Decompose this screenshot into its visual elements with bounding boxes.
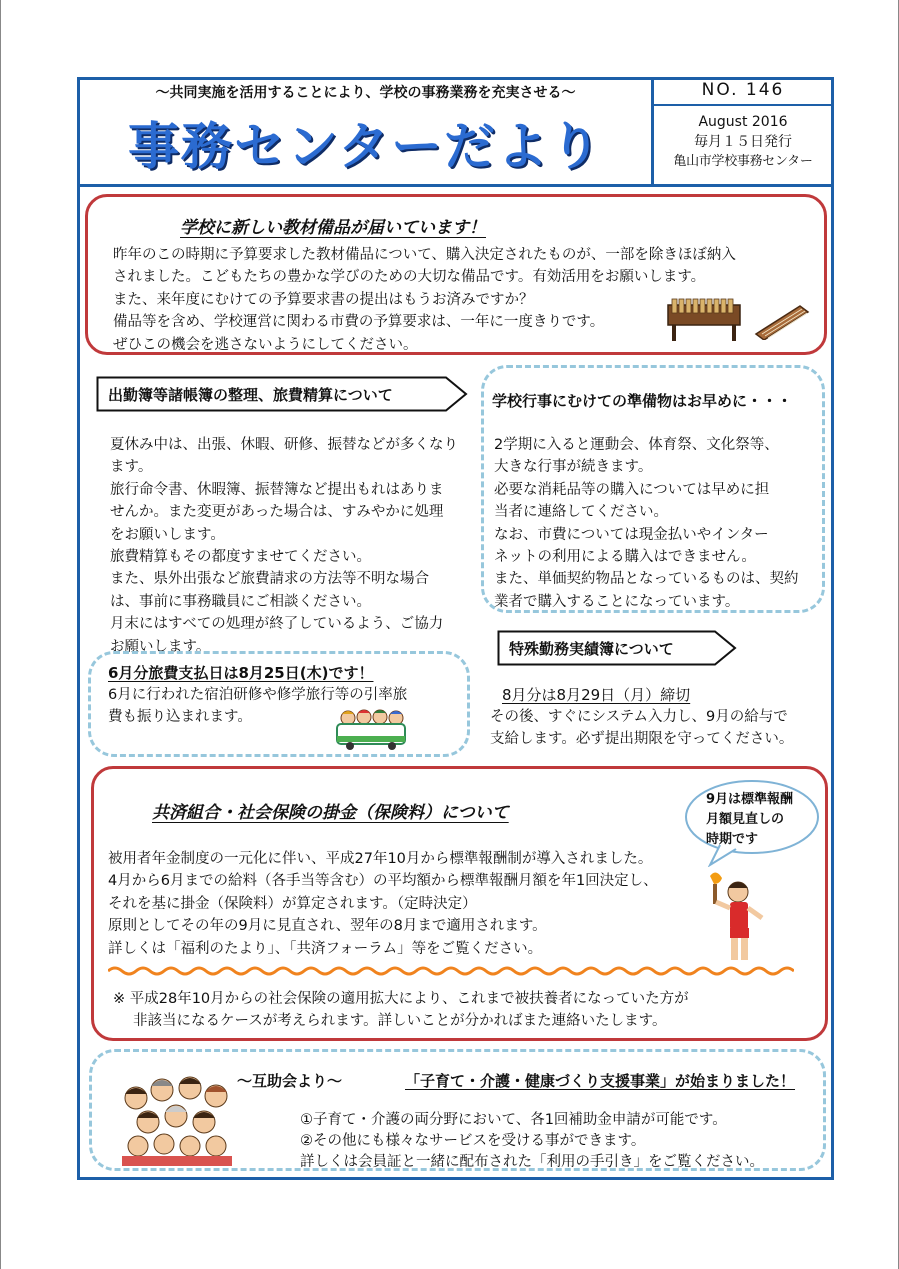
page-edge-left <box>0 0 1 1269</box>
issue-number-divider <box>651 104 834 106</box>
crowd-illustration <box>118 1074 236 1166</box>
text-line: 業者で購入することになっています。 <box>494 593 740 610</box>
issue-schedule: 毎月１５日発行 <box>694 134 792 150</box>
text-line: 大きな行事が続きます。 <box>494 459 653 476</box>
text-line: 支給します。必ず提出期限を守ってください。 <box>490 731 794 748</box>
bubble-line: 時期です <box>706 832 759 847</box>
text-line: ぜひこの機会を逃さないようにしてください。 <box>113 336 418 353</box>
text-line: また、来年度にむけての予算要求書の提出はもうお済みですか？ <box>113 291 534 308</box>
special-duty-label <box>497 630 737 666</box>
issue-date: August 2016 <box>698 114 788 130</box>
text-line: 月末にはすべての処理が終了しているよう、ご協力 <box>110 616 444 633</box>
speech-bubble-text <box>706 790 793 850</box>
text-line: 詳しくは「福利のたより」、「共済フォーラム」等をご覧ください。 <box>108 940 543 957</box>
equipment-heading: 学校に新しい教材備品が届いています！ <box>180 218 486 238</box>
equipment-text <box>113 244 736 356</box>
header-divider <box>77 184 834 187</box>
text-line: ①子育て・介護の両分野において、各1回補助金申請が可能です。 <box>300 1112 727 1128</box>
insurance-note <box>113 988 689 1033</box>
text-line: 費も振り込まれます。 <box>108 709 252 726</box>
insurance-heading: 共済組合・社会保険の掛金（保険料）について <box>152 803 509 823</box>
header-vertical-divider <box>651 77 654 186</box>
torch-runner-illustration <box>700 870 770 968</box>
text-line: 必要な消耗品等の購入については早めに担 <box>494 481 770 498</box>
special-duty-deadline: 8月分は8月29日（月）締切 <box>502 686 691 704</box>
bubble-line: 月額見直しの <box>706 812 785 827</box>
text-line: お願いします。 <box>110 638 211 655</box>
xylophone-illustration <box>664 295 744 343</box>
text-line: ます。 <box>110 459 153 476</box>
attendance-label <box>96 376 468 412</box>
bubble-line: 9月は標準報酬 <box>706 792 794 807</box>
mutual-aid-text <box>300 1110 764 1173</box>
attendance-label-text: 出勤簿等諸帳簿の整理、旅費精算について <box>108 386 393 404</box>
issue-info <box>655 112 831 172</box>
text-line: は、事前に事務職員にご相談ください。 <box>110 593 371 610</box>
attendance-text <box>110 434 458 658</box>
koto-illustration <box>752 300 812 340</box>
text-line: されました。こどもたちの豊かな学びのための大切な備品です。有効活用をお願いします。 <box>113 269 706 286</box>
text-line: 旅費精算もその都度すませてください。 <box>110 549 371 566</box>
text-line: 当者に連絡してください。 <box>494 504 668 521</box>
issue-number: NO. 146 <box>701 80 785 100</box>
events-text <box>494 434 799 613</box>
travel-pay-heading: 6月分旅費支払日は8月25日(木)です！ <box>108 664 374 682</box>
text-line: をお願いします。 <box>110 526 225 543</box>
text-line: 旅行命令書、休暇簿、振替簿など提出もれはありま <box>110 481 444 498</box>
text-line: それを基に掛金（保険料）が算定されます。（定時決定） <box>108 895 477 912</box>
text-line: 被用者年金制度の一元化に伴い、平成27年10月から標準報酬制が導入されました。 <box>108 851 653 867</box>
text-line: 詳しくは会員証と一緒に配布された「利用の手引き」をご覧ください。 <box>300 1154 764 1170</box>
insurance-text <box>108 848 658 960</box>
issue-publisher: 亀山市学校事務センター <box>673 154 813 169</box>
text-line: 原則としてその年の9月に見直され、翌年の8月まで適用されます。 <box>108 918 547 935</box>
text-line: また、単価契約物品となっているものは、契約 <box>494 571 799 588</box>
newsletter-subtitle: ～共同実施を活用することにより、学校の事務業務を充実させる～ <box>155 85 576 101</box>
text-line: その後、すぐにシステム入力し、9月の給与で <box>490 709 788 725</box>
wave-divider <box>108 964 794 978</box>
text-line: 2学期に入ると運動会、体育祭、文化祭等、 <box>494 437 779 453</box>
text-line: 4月から6月までの給料（各手当等含む）の平均額から標準報酬月額を年1回決定し、 <box>108 873 658 890</box>
text-line: 備品等を含め、学校運営に関わる市費の予算要求は、一年に一度きりです。 <box>113 314 605 331</box>
text-line: なお、市費については現金払いやインター <box>494 526 769 543</box>
mutual-aid-heading: 「子育て・介護・健康づくり支援事業」が始まりました！ <box>405 1072 796 1090</box>
text-line: ※ 平成28年10月からの社会保険の適用拡大により、これまで被扶養者になっていた方が <box>113 991 689 1007</box>
text-line: ②その他にも様々なサービスを受ける事ができます。 <box>300 1133 646 1149</box>
text-line: せんか。また変更があった場合は、すみやかに処理 <box>110 504 444 521</box>
text-line: 夏休み中は、出張、休暇、研修、振替などが多くなり <box>110 437 458 453</box>
mutual-aid-source: ～互助会より～ <box>237 1072 343 1090</box>
newsletter-title: 事務センターだより <box>128 118 603 177</box>
special-duty-label-text: 特殊勤務実績簿について <box>509 640 674 658</box>
events-heading: 学校行事にむけての準備物はお早めに・・・ <box>492 392 793 410</box>
text-line: ネットの利用による購入はできません。 <box>494 549 756 566</box>
text-line: 6月に行われた宿泊研修や修学旅行等の引率旅 <box>108 687 408 703</box>
special-duty-text <box>490 706 793 751</box>
text-line: 非該当になるケースが考えられます。詳しいことが分かればまた連絡いたします。 <box>133 1013 667 1030</box>
text-line: 昨年のこの時期に予算要求した教材備品について、購入決定されたものが、一部を除きほぼ納入 <box>113 247 736 263</box>
school-bus-illustration <box>334 706 408 752</box>
text-line: また、県外出張など旅費請求の方法等不明な場合 <box>110 571 429 588</box>
